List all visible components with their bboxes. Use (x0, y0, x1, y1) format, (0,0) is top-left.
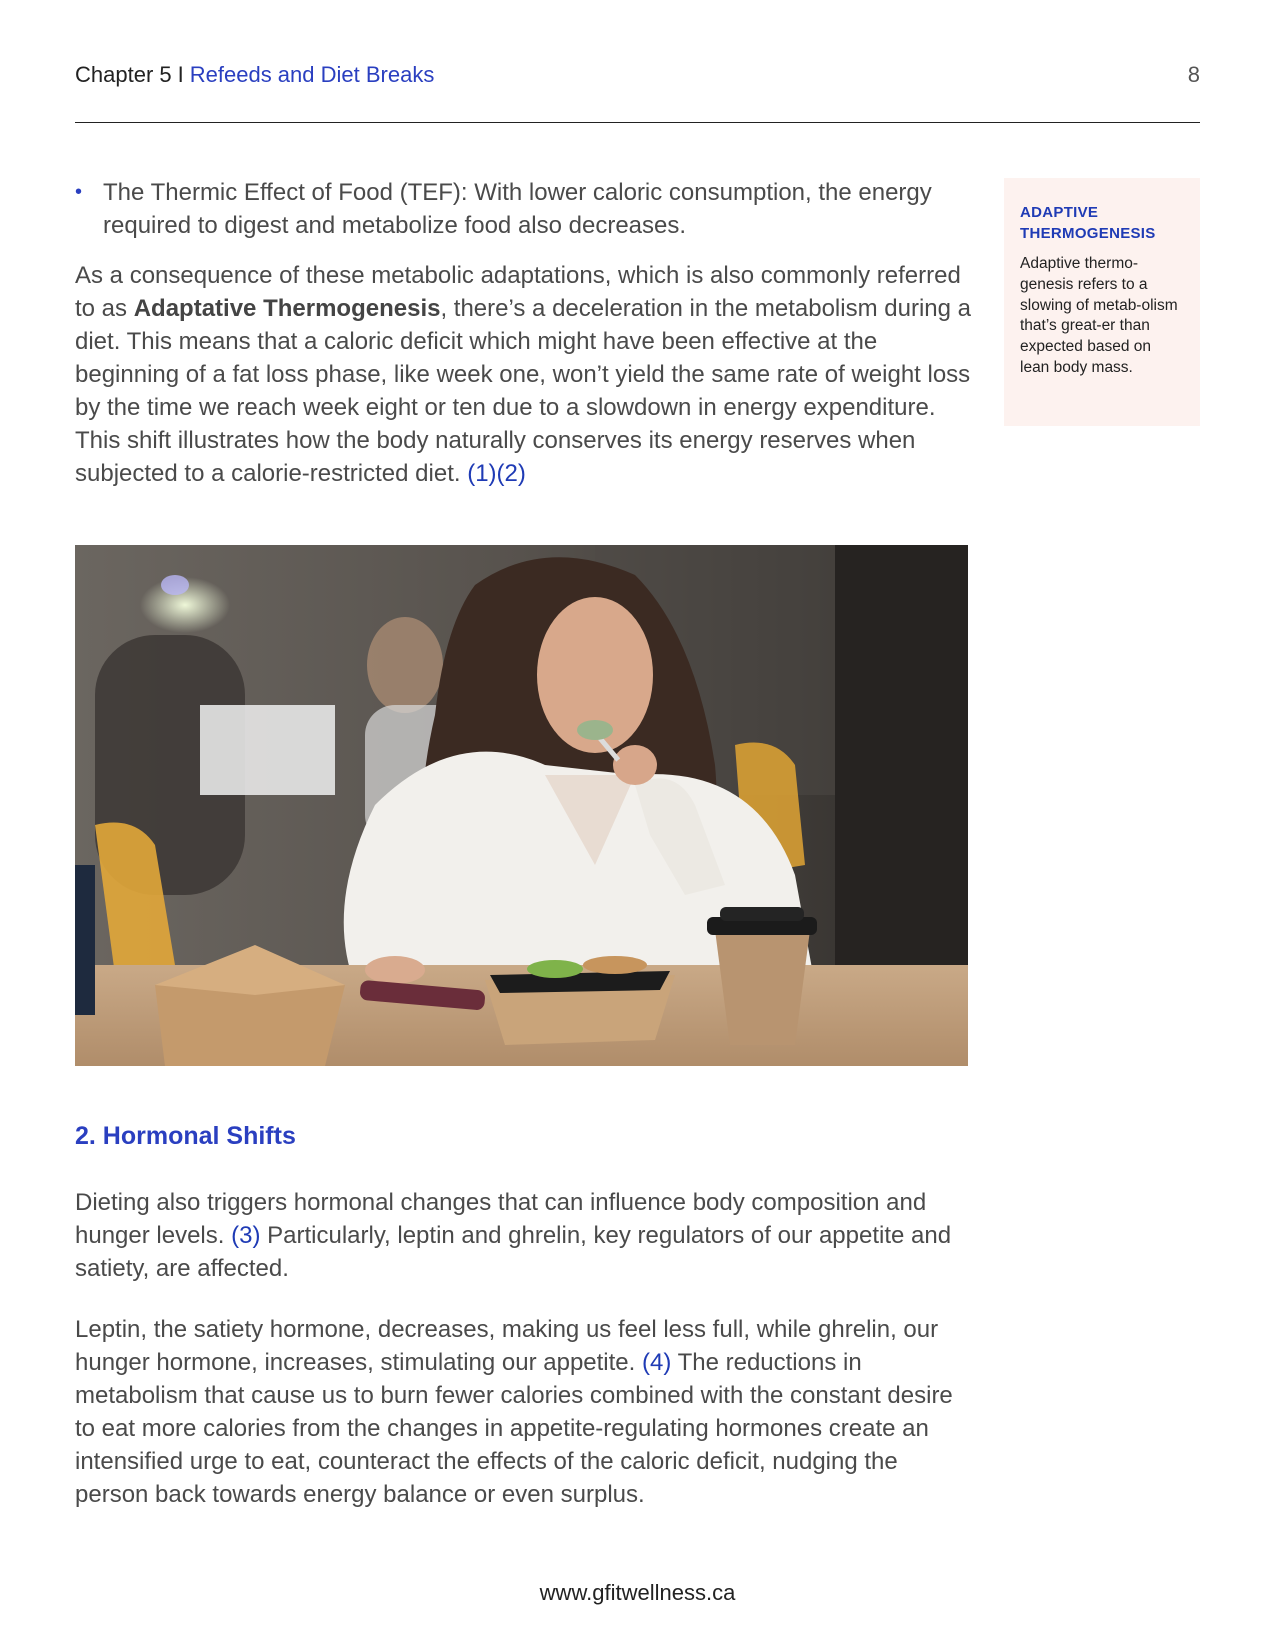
paragraph-leptin-ghrelin (75, 1313, 975, 1511)
paragraph-adaptive-thermogenesis (75, 259, 975, 490)
bullet-dot-icon: • (75, 181, 83, 203)
header-separator: I (177, 62, 184, 87)
section-heading-hormonal-shifts: 2. Hormonal Shifts (75, 1122, 296, 1150)
header-divider (75, 122, 1200, 123)
para1-text-after: , there’s a deceleration in the metabolism during a diet. This means that a caloric deficit which might have been effective at the beginning of a fat loss phase, like week one, won’t yield the same rate of weight loss by the time we reach week eight or ten due to a slowdown in energy expenditure. This shift illustrates how the body naturally conserves its energy reserves when subjected to a calorie-restricted diet. (75, 295, 971, 487)
main-content (75, 176, 975, 507)
chapter-label: Chapter 5 (75, 62, 172, 87)
para1-text-before: As a consequence of these metabolic adaptations, which is also commonly referred to as (75, 262, 961, 322)
sidebar-definition-box (1004, 178, 1200, 426)
p1-text-before: Dieting also triggers hormonal changes that can influence body composition and hunger levels. (75, 1189, 927, 1249)
bullet-item-tef (75, 176, 975, 242)
citation-link-4[interactable]: (4) (642, 1349, 672, 1376)
citation-link-1[interactable]: (1) (467, 460, 497, 487)
p2-text-after: The reductions in metabolism that cause us to burn fewer calories combined with the constant desire to eat more calories from the changes in appetite-regulating hormones create an intensified urge to eat, counteract the effects of the caloric deficit, nudging the person back towards energy balance or even surplus. (75, 1349, 953, 1508)
photo-woman-eating-salad (75, 545, 968, 1066)
p1-text-after: Particularly, leptin and ghrelin, key regulators of our appetite and satiety, are affected. (75, 1222, 952, 1282)
section2-content (75, 1186, 975, 1539)
sidebar-body: Adaptive thermo-genesis refers to a slowing of metab-olism that’s great-er than expected based on lean body mass. (1020, 255, 1178, 376)
paragraph-hormonal-changes (75, 1186, 975, 1285)
header-chapter-line (75, 62, 434, 88)
footer-website-link[interactable]: www.gfitwellness.ca (539, 1580, 736, 1605)
term-adaptative-thermogenesis: Adaptative Thermogenesis (133, 295, 441, 322)
page-header (75, 60, 1200, 90)
citation-link-2[interactable]: (2) (496, 460, 526, 487)
section-title-link[interactable]: Refeeds and Diet Breaks (189, 62, 435, 87)
sidebar-title: ADAPTIVE THERMOGENESIS (1020, 204, 1156, 242)
bullet-text: The Thermic Effect of Food (TEF): With lower caloric consumption, the energy required to digest and metabolize food also decreases. (103, 179, 932, 239)
citation-link-3[interactable]: (3) (231, 1222, 261, 1249)
page-number: 8 (1187, 62, 1200, 87)
p2-text-before: Leptin, the satiety hormone, decreases, making us feel less full, while ghrelin, our hunger hormone, increases, stimulating our appetite. (75, 1316, 939, 1376)
